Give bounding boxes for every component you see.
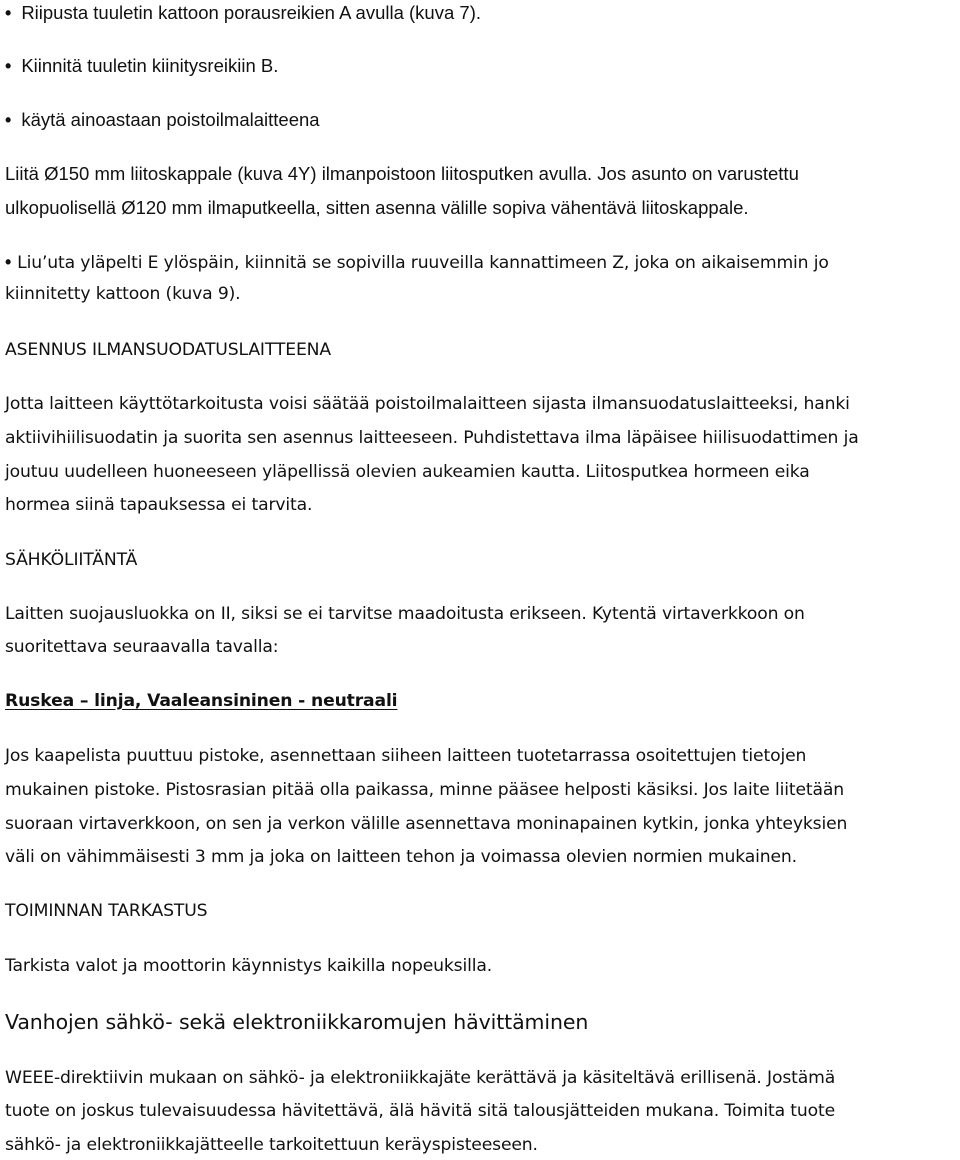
paragraph-filter-line-1: Jotta laitteen käyttötarkoitusta voisi säätää poistoilmalaitteen sijasta ilmansuodatuslaitteeksi, hanki <box>5 394 850 414</box>
paragraph-filter-line-2: aktiivihiilisuodatin ja suorita sen asennus laitteeseen. Puhdistettava ilma läpäisee hiilisuodattimen ja <box>5 428 859 448</box>
section-heading-filter-installation: ASENNUS ILMANSUODATUSLAITTEENA <box>5 340 331 360</box>
bullet-item-slide-damper-line-1: • Liu’uta yläpelti E ylöspäin, kiinnitä se sopivilla ruuveilla kannattimeen Z, joka on aikaisemmin jo <box>5 253 829 272</box>
paragraph-plug-line-4: väli on vähimmäisesti 3 mm ja joka on laitteen tehon ja voimassa olevien normien mukainen. <box>5 847 797 867</box>
paragraph-plug-line-1: Jos kaapelista puuttuu pistoke, asennettaan siiheen laitteen tuotetarrassa osoitettujen tietojen <box>5 746 807 766</box>
bullet-item-hang-fan: • Riipusta tuuletin kattoon porausreikien A avulla (kuva 7). <box>5 4 481 23</box>
bullet-item-fix-fan: • Kiinnitä tuuletin kiinitysreikiin B. <box>5 57 278 76</box>
paragraph-electrical-line-2: suoritettava seuraavalla tavalla: <box>5 637 279 657</box>
paragraph-disposal-line-3: sähkö- ja elektroniikkajätteelle tarkoitettuun keräyspisteeseen. <box>5 1135 538 1155</box>
paragraph-disposal-line-2: tuote on joskus tulevaisuudessa hävitettävä, älä hävitä sitä talousjätteiden mukana. Toimita tuote <box>5 1101 836 1121</box>
paragraph-electrical-line-1: Laitten suojausluokka on II, siksi se ei tarvitse maadoitusta erikseen. Kytentä virtaverkkoon on <box>5 604 805 624</box>
section-heading-function-check: TOIMINNAN TARKASTUS <box>5 901 208 921</box>
paragraph-filter-line-4: hormea siinä tapauksessa ei tarvita. <box>5 495 313 515</box>
paragraph-connection-line-1: Liitä Ø150 mm liitoskappale (kuva 4Y) ilmanpoistoon liitosputken avulla. Jos asunto on varustettu <box>5 163 799 184</box>
section-heading-disposal: Vanhojen sähkö- sekä elektroniikkaromujen hävittäminen <box>5 1010 589 1034</box>
paragraph-plug-line-2: mukainen pistoke. Pistosrasian pitää olla paikassa, minne pääsee helposti käsiksi. Jos laite liitetään <box>5 780 844 800</box>
section-heading-electrical: SÄHKÖLIITÄNTÄ <box>5 550 138 570</box>
bullet-item-exhaust-only: • käytä ainoastaan poistoilmalaitteena <box>5 111 320 130</box>
paragraph-function-check: Tarkista valot ja moottorin käynnistys kaikilla nopeuksilla. <box>5 956 493 976</box>
paragraph-plug-line-3: suoraan virtaverkkoon, on sen ja verkon välille asennettava moninapainen kytkin, jonka yhteyksien <box>5 814 848 834</box>
paragraph-connection-line-2: ulkopuolisellä Ø120 mm ilmaputkeella, sitten asenna välille sopiva vähentävä liitoskappale. <box>5 197 749 218</box>
paragraph-filter-line-3: joutuu uudelleen huoneeseen yläpellissä olevien aukeamien kautta. Liitosputkea hormeen eika <box>5 462 810 482</box>
wiring-instruction-bold: Ruskea – linja, Vaaleansininen - neutraali <box>5 691 398 711</box>
paragraph-disposal-line-1: WEEE-direktiivin mukaan on sähkö- ja elektroniikkajäte kerättävä ja käsiteltävä erillisenä. Jostämä <box>5 1068 836 1088</box>
bullet-item-slide-damper-line-2: kiinnitetty kattoon (kuva 9). <box>5 284 241 304</box>
